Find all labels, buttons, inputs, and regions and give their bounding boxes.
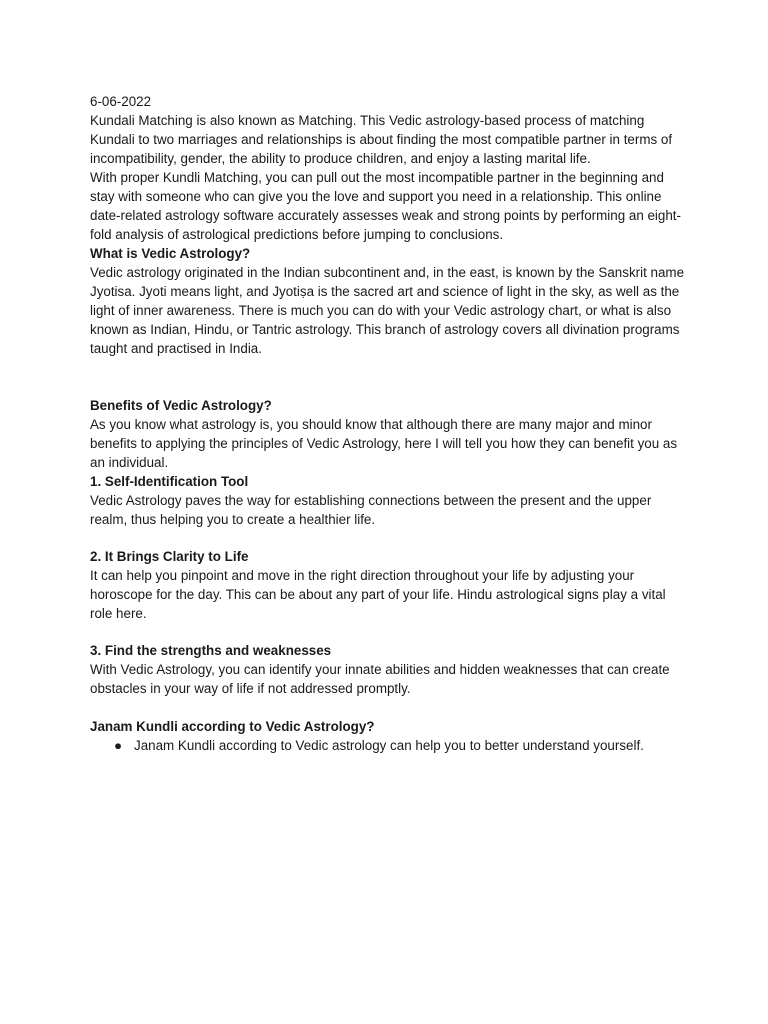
document-date: 6-06-2022	[90, 94, 152, 109]
bullet-icon: ●	[114, 738, 123, 753]
vedic-astrology-body: Vedic astrology originated in the Indian subcontinent and, in the east, is known by the Sanskrit name Jyotisa. Jyoti means light, and Jyotiṣa is the sacred art and science of light in the sky, as well as the light of inner awareness. There is much you can do with your Vedic astrology chart, or what is also known as Indian, Hindu, or Tantric astrology. This branch of astrology covers all divination programs taught and practised in India.	[90, 265, 685, 356]
list-item	[90, 736, 685, 755]
vedic-astrology-heading: What is Vedic Astrology?	[90, 246, 251, 261]
benefits-intro: As you know what astrology is, you should know that although there are many major and minor benefits to applying the principles of Vedic Astrology, here I will tell you how they can benefit you as an individual.	[90, 417, 678, 470]
benefit-text: Vedic Astrology paves the way for establishing connections between the present and the upper realm, thus helping you to create a healthier life.	[90, 493, 652, 527]
benefit-text: It can help you pinpoint and move in the right direction throughout your life by adjusting your horoscope for the day. This can be about any part of your life. Hindu astrological signs play a vital role here.	[90, 568, 666, 621]
benefit-item-1	[90, 472, 685, 529]
benefit-text: With Vedic Astrology, you can identify your innate abilities and hidden weaknesses that can create obstacles in your way of life if not addressed promptly.	[90, 662, 670, 696]
benefit-title: 2. It Brings Clarity to Life	[90, 549, 249, 564]
benefit-title: 1. Self-Identification Tool	[90, 474, 249, 489]
list-item-text: Janam Kundli according to Vedic astrology can help you to better understand yourself.	[134, 738, 644, 753]
benefit-item-2	[90, 547, 685, 623]
section-spacer	[90, 358, 685, 396]
intro-paragraph-2: With proper Kundli Matching, you can pull out the most incompatible partner in the beginning and stay with someone who can give you the love and support you need in a relationship. This online date-related astrology software accurately assesses weak and strong points by performing an eight-fold analysis of astrological predictions before jumping to conclusions.	[90, 170, 681, 242]
benefit-title: 3. Find the strengths and weaknesses	[90, 643, 332, 658]
janam-kundli-heading: Janam Kundli according to Vedic Astrology?	[90, 719, 375, 734]
document-page	[90, 92, 685, 755]
benefits-heading: Benefits of Vedic Astrology?	[90, 398, 272, 413]
janam-kundli-list	[90, 736, 685, 755]
intro-paragraph-1: Kundali Matching is also known as Matching. This Vedic astrology-based process of matching Kundali to two marriages and relationships is about finding the most compatible partner in terms of incompatibility, gender, the ability to produce children, and enjoy a lasting marital life.	[90, 113, 673, 166]
benefit-item-3	[90, 641, 685, 698]
